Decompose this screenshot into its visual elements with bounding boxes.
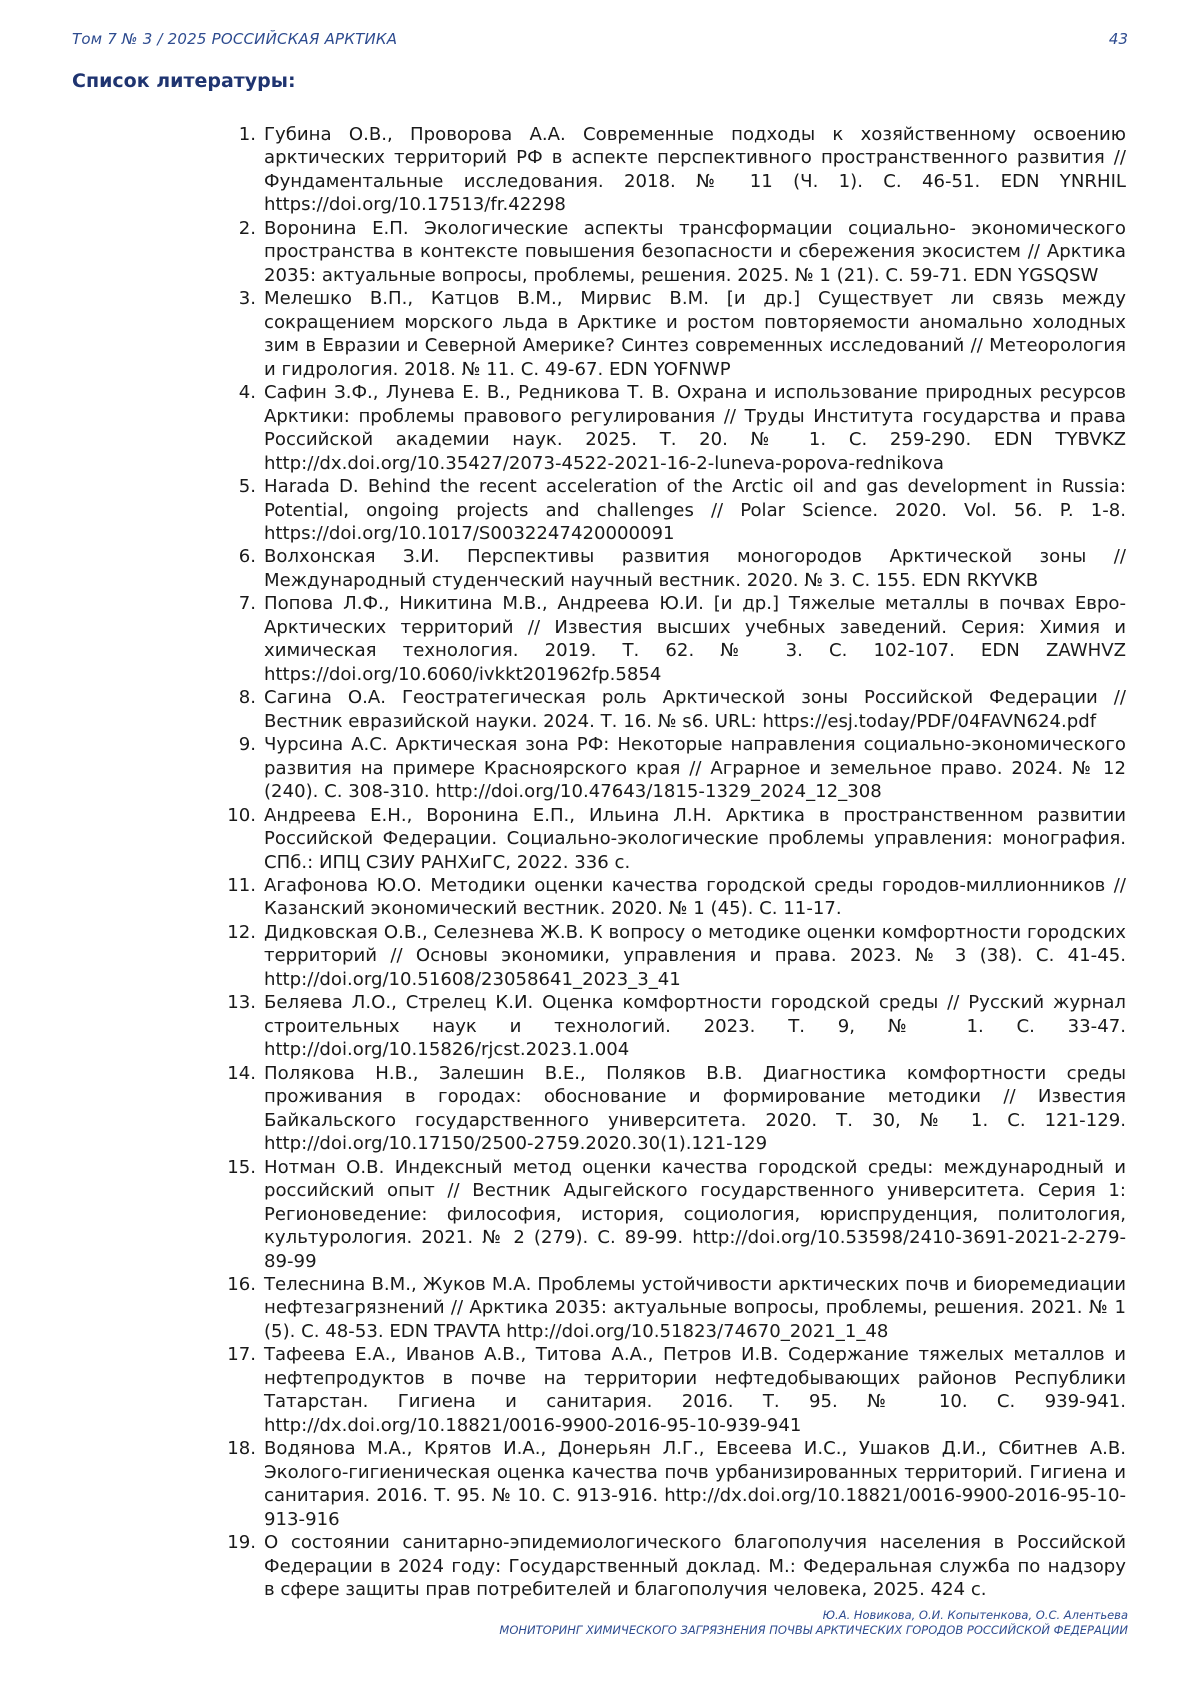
reference-item [238, 686, 1126, 733]
journal-issue-label: Том 7 № 3 / 2025 РОССИЙСКАЯ АРКТИКА [72, 30, 398, 48]
reference-item [227, 1273, 1126, 1343]
reference-text: Губина О.В., Проворова А.А. Современные подходы к хозяйственному освоению арктических территорий РФ в аспекте перспективного пространственного развития // Фундаментальные исследования. 2018. № 11 (Ч. 1). С. 46-51. EDN YNRHIL https://doi.org/10.17513/fr.42298 [264, 124, 1126, 216]
footer-authors: Ю.А. Новикова, О.И. Копытенкова, О.С. Алентьева [822, 1608, 1128, 1622]
reference-item [227, 804, 1126, 874]
reference-item [227, 1437, 1126, 1531]
reference-item [227, 1062, 1126, 1156]
reference-number: 19. [227, 1532, 256, 1554]
reference-text: Воронина Е.П. Экологические аспекты трансформации социально- экономического пространства в контексте повышения безопасности и сбережения экосистем // Арктика 2035: актуальные вопросы, проблемы, решения. 2025. № 1 (21). С. 59-71. EDN YGSQSW [264, 217, 1126, 286]
reference-item [227, 1156, 1126, 1273]
section-title: Список литературы: [72, 70, 296, 92]
reference-text: Андреева Е.Н., Воронина Е.П., Ильина Л.Н. Арктика в пространственном развитии Российской Федерации. Социально-экологические проблемы управления: монография. СПб.: ИПЦ СЗИУ РАНХиГС, 2022. 336 с. [264, 804, 1126, 873]
reference-text: Нотман О.В. Индексный метод оценки качества городской среды: международный и российский опыт // Вестник Адыгейского государственного университета. Серия 1: Регионоведение: философия, история, социология, юриспруденция, политология, культурология. 2021. № 2 (279). С. 89-99. http://doi.org/10.53598/2410-3691-2021-2-279-89-99 [264, 1156, 1126, 1272]
reference-text: Дидковская О.В., Селезнева Ж.В. К вопросу о методике оценки комфортности городских территорий // Основы экономики, управления и права. 2023. № 3 (38). С. 41-45. http://doi.org/10.51608/23058641_2023_3_41 [264, 921, 1126, 990]
reference-number: 3. [238, 288, 256, 310]
reference-number: 5. [238, 476, 256, 498]
reference-number: 9. [238, 734, 256, 756]
reference-text: Попова Л.Ф., Никитина М.В., Андреева Ю.И. [и др.] Тяжелые металлы в почвах Евро-Арктических территорий // Известия высших учебных заведений. Серия: Химия и химическая технология. 2019. Т. 62. № 3. С. 102-107. EDN ZAWHVZ https://doi.org/10.6060/ivkkt201962fp.5854 [264, 593, 1126, 685]
reference-item [238, 545, 1126, 592]
reference-number: 7. [238, 593, 256, 615]
reference-text: Harada D. Behind the recent acceleration of the Arctic oil and gas development in Russia: Potential, ongoing projects and challenges // Polar Science. 2020. Vol. 56. P. 1-8. https://doi.org/10.1017/S0032247420000091 [264, 476, 1126, 544]
reference-item [238, 592, 1126, 686]
reference-number: 11. [227, 875, 256, 896]
reference-text: Телеснина В.М., Жуков М.А. Проблемы устойчивости арктических почв и биоремедиации нефтезагрязнений // Арктика 2035: актуальные вопросы, проблемы, решения. 2021. № 1 (5). С. 48-53. EDN TPAVTA http://doi.org/10.51823/74670_2021_1_48 [264, 1273, 1126, 1342]
footer-article-title: МОНИТОРИНГ ХИМИЧЕСКОГО ЗАГРЯЗНЕНИЯ ПОЧВЫ АРКТИЧЕСКИХ ГОРОДОВ РОССИЙСКОЙ ФЕДЕРАЦИИ [499, 1623, 1128, 1637]
page-number: 43 [1108, 30, 1128, 48]
reference-text: Чурсина А.С. Арктическая зона РФ: Некоторые направления социально-экономического развития на примере Красноярского края // Аграрное и земельное право. 2024. № 12 (240). С. 308-310. http://doi.org/10.47643/1815-1329_2024_12_308 [264, 734, 1126, 803]
reference-text: Полякова Н.В., Залешин В.Е., Поляков В.В. Диагностика комфортности среды проживания в городах: обоснование и формирование методики // Известия Байкальского государственного университета. 2020. Т. 30, № 1. С. 121-129. http://doi.org/10.17150/2500-2759.2020.30(1).121-129 [264, 1062, 1126, 1155]
running-header [72, 30, 1128, 52]
reference-item [227, 921, 1126, 991]
reference-item [227, 1531, 1126, 1601]
reference-item [238, 381, 1126, 475]
reference-number: 12. [227, 921, 256, 943]
reference-item [227, 1343, 1126, 1437]
reference-number: 8. [238, 687, 256, 709]
reference-item [227, 874, 1126, 921]
reference-text: Беляева Л.О., Стрелец К.И. Оценка комфортности городской среды // Русский журнал строительных наук и технологий. 2023. Т. 9, № 1. С. 33-47. http://doi.org/10.15826/rjcst.2023.1.004 [264, 992, 1126, 1061]
reference-number: 10. [227, 804, 256, 826]
reference-item [238, 475, 1126, 545]
reference-text: Агафонова Ю.О. Методики оценки качества городской среды городов-миллионников // Казанский экономический вестник. 2020. № 1 (45). С. 11-17. [264, 875, 1126, 920]
reference-number: 1. [238, 124, 256, 145]
reference-number: 6. [238, 546, 256, 568]
reference-number: 4. [238, 382, 256, 404]
reference-number: 14. [227, 1062, 256, 1084]
running-footer [72, 1608, 1128, 1638]
reference-number: 13. [227, 992, 256, 1014]
reference-item [238, 287, 1126, 381]
reference-item [238, 123, 1126, 217]
reference-item [227, 991, 1126, 1061]
reference-item [238, 217, 1126, 287]
reference-item [238, 733, 1126, 803]
reference-text: О состоянии санитарно-эпидемиологического благополучия населения в Российской Федерации в 2024 году: Государственный доклад. М.: Федеральная служба по надзору в сфере защиты прав потребителей и благополучия человека, 2025. 424 с. [264, 1532, 1126, 1601]
reference-text: Волхонская З.И. Перспективы развития моногородов Арктической зоны // Международный студенческий научный вестник. 2020. № 3. С. 155. EDN RKYVKB [264, 546, 1126, 591]
reference-text: Сафин З.Ф., Лунева Е. В., Редникова Т. В. Охрана и использование природных ресурсов Арктики: проблемы правового регулирования // Труды Института государства и права Российской академии наук. 2025. Т. 20. № 1. С. 259-290. EDN TYBVKZ http://dx.doi.org/10.35427/2073-4522-2021-16-2-luneva-popova-rednikova [264, 382, 1126, 474]
reference-number: 15. [227, 1156, 256, 1178]
reference-number: 16. [227, 1273, 256, 1295]
reference-text: Сагина О.А. Геостратегическая роль Арктической зоны Российской Федерации // Вестник евразийской науки. 2024. Т. 16. № s6. URL: https://esj.today/PDF/04FAVN624.pdf [264, 687, 1126, 732]
reference-text: Тафеева Е.А., Иванов А.В., Титова А.А., Петров И.В. Содержание тяжелых металлов и нефтепродуктов в почве на территории нефтедобывающих районов Республики Татарстан. Гигиена и санитария. 2016. Т. 95. № 10. С. 939-941. http://dx.doi.org/10.18821/0016-9900-2016-95-10-939-941 [264, 1344, 1126, 1436]
reference-number: 17. [227, 1344, 256, 1366]
reference-text: Мелешко В.П., Катцов В.М., Мирвис В.М. [и др.] Существует ли связь между сокращением морского льда в Арктике и ростом повторяемости аномально холодных зим в Евразии и Северной Америке? Синтез современных исследований // Метеорология и гидрология. 2018. № 11. С. 49-67. EDN YOFNWP [264, 288, 1126, 380]
reference-number: 2. [238, 217, 256, 239]
reference-list [227, 123, 1126, 1602]
reference-text: Водянова М.А., Крятов И.А., Донерьян Л.Г., Евсеева И.С., Ушаков Д.И., Сбитнев А.В. Эколого-гигиеническая оценка качества почв урбанизированных территорий. Гигиена и санитария. 2016. Т. 95. № 10. С. 913-916. http://dx.doi.org/10.18821/0016-9900-2016-95-10-913-916 [264, 1438, 1126, 1530]
reference-number: 18. [227, 1438, 256, 1460]
